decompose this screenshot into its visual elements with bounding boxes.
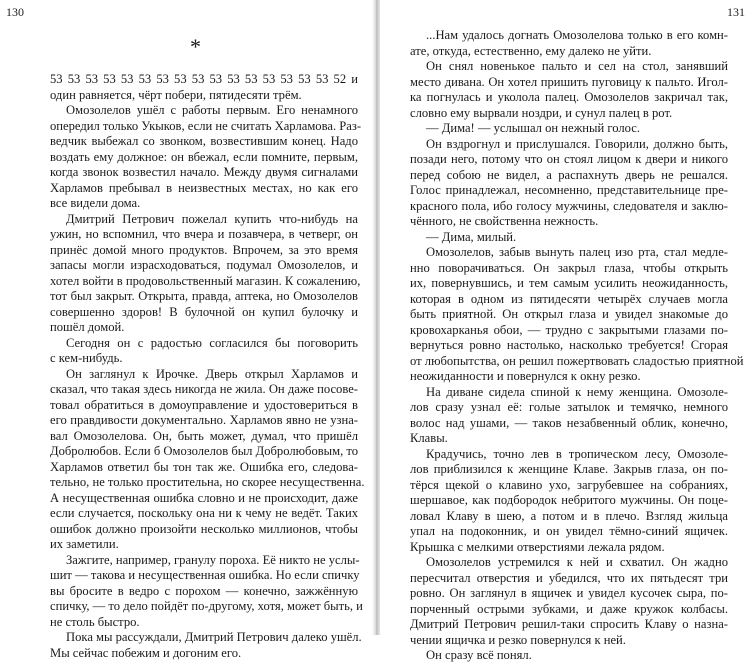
text-line: словно ему вырвали ноздри, и сунул палец в рот. <box>410 105 673 120</box>
text-line: ошибок должно произойти несколько миллионов, чтобы <box>50 521 358 536</box>
text-line: с кем-нибудь. <box>50 351 123 365</box>
text-line: шершавое, как подбородок небритого мужчины. Он поце- <box>410 493 728 507</box>
text-line: ведчик выбежал со звонком, возвестившим конец. Надо <box>50 134 358 148</box>
text-line: вы бросите в ведро с порохом — конечно, зажжённую <box>50 583 358 598</box>
text-line: опередил только Укыков, если не считать Харламова. Раз- <box>50 118 362 133</box>
text-line: лов приблизился к женщине Клаве. Закрыв глаза, он по- <box>410 462 728 476</box>
text-line: Он сразу всё понял. <box>426 648 532 662</box>
text-line: воздать ему должное: он вбежал, если помните, первым, <box>50 149 358 164</box>
text-line: его правдивости документально. Харламов явно не узна- <box>50 413 358 427</box>
text-line: не столь быстро. <box>50 614 140 629</box>
text-line: перед собою не видел, а распахнуть дверь не решался. <box>410 167 728 182</box>
text-line: запасы могли израсходоваться, подумал Омозолелов, и <box>50 258 358 272</box>
right-page-text <box>410 28 744 664</box>
text-line: все видели дома. <box>50 196 141 210</box>
text-line: нно поворачиваться. Он закрыл глаза, чтобы открыть <box>410 260 728 275</box>
text-line: их, повернувшись, и тем самым усилить неожиданность, <box>410 276 728 290</box>
text-line: Крышка с мелкими отверстиями лежала рядом. <box>410 539 665 554</box>
page-number-left: 130 <box>6 5 24 19</box>
text-line: пошёл домой. <box>50 320 125 334</box>
text-line: Омозолелов, забыв вынуть палец изо рта, стал медле- <box>426 245 728 259</box>
text-line: красного пола, ибо голосу мужчины, следователя и заклю- <box>410 198 728 213</box>
text-line: Он заглянул к Ирочке. Дверь открыл Харламов и <box>66 366 358 381</box>
text-line: ужин, но вспомнил, что вчера и позавчера, в четверг, он <box>50 227 358 241</box>
text-line: шит — такова и несущественная ошибка. Но если спичку <box>50 568 360 582</box>
text-line: Омозолелов ушёл с работы первым. Его ненамного <box>66 103 358 117</box>
text-line: кровохарканья обои, — трудно с закрытыми глазами по- <box>410 322 728 337</box>
text-line: позади него, потому что он стоял лицом к двери и никого <box>410 152 728 166</box>
page-number-right: 131 <box>727 5 745 19</box>
text-line: Омозолелов устремился к ней и схватил. Он жадно <box>426 555 728 569</box>
text-line: чённого, не свойственна нежность. <box>410 214 599 228</box>
text-line: чении ящичка и резко повернулся к ней. <box>410 632 626 647</box>
right-page <box>380 0 753 662</box>
text-line: Клавы. <box>410 431 448 445</box>
text-line: Голос принадлежал, несомненно, представительнице пре- <box>410 183 728 197</box>
text-line: принёс домой много продуктов. Впрочем, за это время <box>50 242 358 257</box>
text-line: волос над ушами, — таков незабвенный облик, конечно, <box>410 415 728 430</box>
left-page <box>0 0 372 660</box>
text-line: ...Нам удалось догнать Омозолелова только в его комн- <box>426 28 728 42</box>
text-line: Он снял новенькое пальто и сел на стол, занявший <box>426 59 728 73</box>
text-line: Добролюбов. Если б Омозолелов был Добролюбовым, то <box>50 444 359 458</box>
text-line: тельно, не только простительна, но скорее несущественна. <box>50 475 365 489</box>
text-line: их заметили. <box>50 537 119 551</box>
text-line: Харламов ответил бы тон так же. Ошибка его, следова- <box>50 459 358 474</box>
text-line: порченный острыми зубками, и даже кружок колбасы. <box>410 601 728 616</box>
text-line: ка погнулась и уколола палец. Омозолелов закричал так, <box>410 90 728 104</box>
text-line: если случается, поскольку она ни к чему не ведёт. Таких <box>50 506 358 520</box>
left-page-text <box>50 72 365 661</box>
text-line: место дивана. Он хотел пришить пуговицу к пальто. Игол- <box>410 74 728 89</box>
text-line: вернуться ровно настолько, насколько требуется! Сгорая <box>410 338 728 352</box>
text-line: лов сразу узнал её: голые затылок и темячко, немного <box>410 400 728 414</box>
text-line: Сегодня он с радостью согласился бы поговорить <box>66 335 358 350</box>
text-line: ровно. Он заглянул в ящичек и увидел кусочек сыра, по- <box>410 586 728 600</box>
text-line: А несущественная ошибка словно и не происходит, даже <box>50 490 358 505</box>
text-line: упал на подоконник, и он увидел тёмно-синий ящичек. <box>410 524 728 538</box>
text-line: На диване сидела спиной к нему женщина. Омозоле- <box>426 384 728 399</box>
text-line: 53 53 53 53 53 53 53 53 53 53 53 53 53 53 53 53 52 и <box>50 72 358 86</box>
text-line: товал обратиться в домоуправление и удостовериться в <box>50 397 358 412</box>
text-line: вал Омозолелова. Он, быть может, думал, что пришёл <box>50 428 358 443</box>
text-line: ловал Клаву в шею, а потом и в плечо. Взгляд жильца <box>410 508 728 523</box>
text-line: тот был закрыт. Открыта, правда, аптека, но Омозолелов <box>50 289 358 303</box>
text-line: которая в одном из пятидесяти четырёх случаев могла <box>410 291 728 306</box>
text-line: Зажгите, например, гранулу пороха. Её никто не услы- <box>66 552 360 567</box>
text-line: — Дима, милый. <box>426 229 517 244</box>
text-line: быть приятной. Он открыл глаза и увидел знакомые до <box>410 307 728 321</box>
text-line: совершенно здоров! В булочной он купил булочку и <box>50 304 358 319</box>
text-line: тёрся щекой о клавино ухо, загрубевшее на собраниях, <box>410 477 728 492</box>
text-line: — Дима! — услышал он нежный голос. <box>426 121 641 135</box>
text-line: один равняется, чёрт побери, пятидесяти трём. <box>50 87 302 102</box>
section-asterisk: * <box>190 34 201 59</box>
text-line: неожиданности и повернулся к окну резко. <box>410 369 641 383</box>
text-line: Пока мы рассуждали, Дмитрий Петрович далеко ушёл. <box>66 630 362 644</box>
text-line: пересчитал отверстия и убедился, что их пятьдесят три <box>410 570 728 585</box>
text-line: от любопытства, он решил пожертвовать сладостью приятной <box>410 353 744 368</box>
text-line: хотел войти в продовольственный магазин. К сожалению, <box>50 273 361 288</box>
text-line: Харламов пребывал в неизвестных местах, но как его <box>50 180 358 195</box>
text-line: Дмитрий Петрович пожелал купить что-нибудь на <box>66 211 358 226</box>
text-line: Дмитрий Петрович решил-таки спросить Клаву о назна- <box>410 617 728 631</box>
text-line: спичку, — то дело пойдёт по-другому, хотя, может быть, и <box>50 599 363 613</box>
text-line: сказал, что такая здесь никогда не жила. Он даже посове- <box>50 382 358 396</box>
text-line: когда звонок возвестил начало. Между двумя сигналами <box>50 165 358 179</box>
text-line: Крадучись, точно лев в тропическом лесу, Омозоле- <box>426 446 728 461</box>
book-gutter <box>372 0 380 635</box>
text-line: Мы сейчас побежим и догоним его. <box>50 645 242 660</box>
text-line: Он вздрогнул и прислушался. Говорили, должно быть, <box>426 136 728 151</box>
text-line: ате, откуда, естественно, ему далеко не уйти. <box>410 43 652 58</box>
